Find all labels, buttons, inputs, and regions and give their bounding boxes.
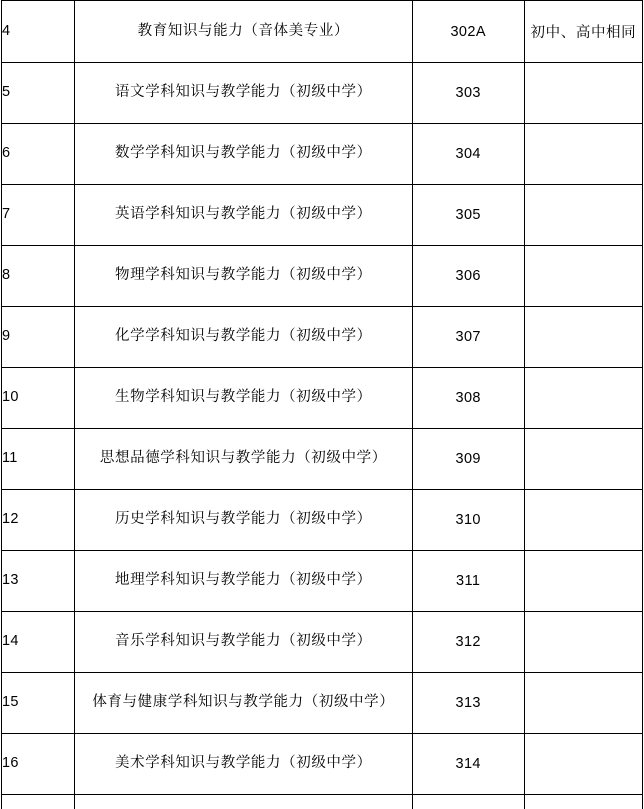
exam-subject-table — [1, 0, 643, 809]
table-row — [2, 307, 643, 368]
row-code-cell: 311 — [412, 551, 524, 612]
row-code-cell: 305 — [412, 185, 524, 246]
row-index-cell: 10 — [2, 368, 75, 429]
row-index-cell: 8 — [2, 246, 75, 307]
row-note-cell — [524, 795, 642, 809]
row-note-cell: 初中、高中相同 — [524, 1, 642, 63]
table-row — [2, 673, 643, 734]
row-index-cell: 9 — [2, 307, 75, 368]
row-index-cell — [2, 795, 75, 809]
table-row — [2, 734, 643, 795]
row-index-cell: 7 — [2, 185, 75, 246]
row-subject-cell — [75, 795, 413, 809]
row-subject-cell: 美术学科知识与教学能力（初级中学） — [75, 734, 413, 795]
table-row — [2, 368, 643, 429]
table-row — [2, 63, 643, 124]
row-index-cell: 11 — [2, 429, 75, 490]
row-subject-cell: 地理学科知识与教学能力（初级中学） — [75, 551, 413, 612]
row-note-cell — [524, 551, 642, 612]
row-note-cell — [524, 185, 642, 246]
row-index-cell: 15 — [2, 673, 75, 734]
row-index-cell: 14 — [2, 612, 75, 673]
row-note-cell — [524, 307, 642, 368]
row-code-cell: 304 — [412, 124, 524, 185]
row-subject-cell: 数学学科知识与教学能力（初级中学） — [75, 124, 413, 185]
row-code-cell: 312 — [412, 612, 524, 673]
row-index-cell: 16 — [2, 734, 75, 795]
row-code-cell: 310 — [412, 490, 524, 551]
row-subject-cell: 体育与健康学科知识与教学能力（初级中学） — [75, 673, 413, 734]
row-code-cell: 303 — [412, 63, 524, 124]
table-row — [2, 246, 643, 307]
row-note-cell — [524, 368, 642, 429]
row-index-cell: 12 — [2, 490, 75, 551]
row-subject-cell: 语文学科知识与教学能力（初级中学） — [75, 63, 413, 124]
table-row — [2, 429, 643, 490]
row-subject-cell: 生物学科知识与教学能力（初级中学） — [75, 368, 413, 429]
table-row — [2, 612, 643, 673]
row-subject-cell: 音乐学科知识与教学能力（初级中学） — [75, 612, 413, 673]
row-code-cell: 309 — [412, 429, 524, 490]
row-subject-cell: 物理学科知识与教学能力（初级中学） — [75, 246, 413, 307]
row-note-cell — [524, 63, 642, 124]
row-code-cell — [412, 795, 524, 809]
table-row — [2, 490, 643, 551]
row-index-cell: 4 — [2, 1, 75, 63]
table-row — [2, 185, 643, 246]
row-subject-cell: 教育知识与能力（音体美专业） — [75, 1, 413, 63]
row-note-cell — [524, 490, 642, 551]
row-note-cell — [524, 124, 642, 185]
row-code-cell: 308 — [412, 368, 524, 429]
row-note-cell — [524, 429, 642, 490]
row-code-cell: 302A — [412, 1, 524, 63]
row-note-cell — [524, 612, 642, 673]
row-index-cell: 5 — [2, 63, 75, 124]
table-body — [2, 1, 643, 809]
row-subject-cell: 思想品德学科知识与教学能力（初级中学） — [75, 429, 413, 490]
row-index-cell: 13 — [2, 551, 75, 612]
table-row — [2, 551, 643, 612]
table-row — [2, 1, 643, 63]
row-index-cell: 6 — [2, 124, 75, 185]
row-subject-cell: 英语学科知识与教学能力（初级中学） — [75, 185, 413, 246]
row-subject-cell: 历史学科知识与教学能力（初级中学） — [75, 490, 413, 551]
row-note-cell — [524, 734, 642, 795]
row-code-cell: 313 — [412, 673, 524, 734]
row-code-cell: 307 — [412, 307, 524, 368]
row-code-cell: 314 — [412, 734, 524, 795]
table-row — [2, 124, 643, 185]
row-note-cell — [524, 246, 642, 307]
row-note-cell — [524, 673, 642, 734]
row-subject-cell: 化学学科知识与教学能力（初级中学） — [75, 307, 413, 368]
row-code-cell: 306 — [412, 246, 524, 307]
table-row-partial — [2, 795, 643, 809]
